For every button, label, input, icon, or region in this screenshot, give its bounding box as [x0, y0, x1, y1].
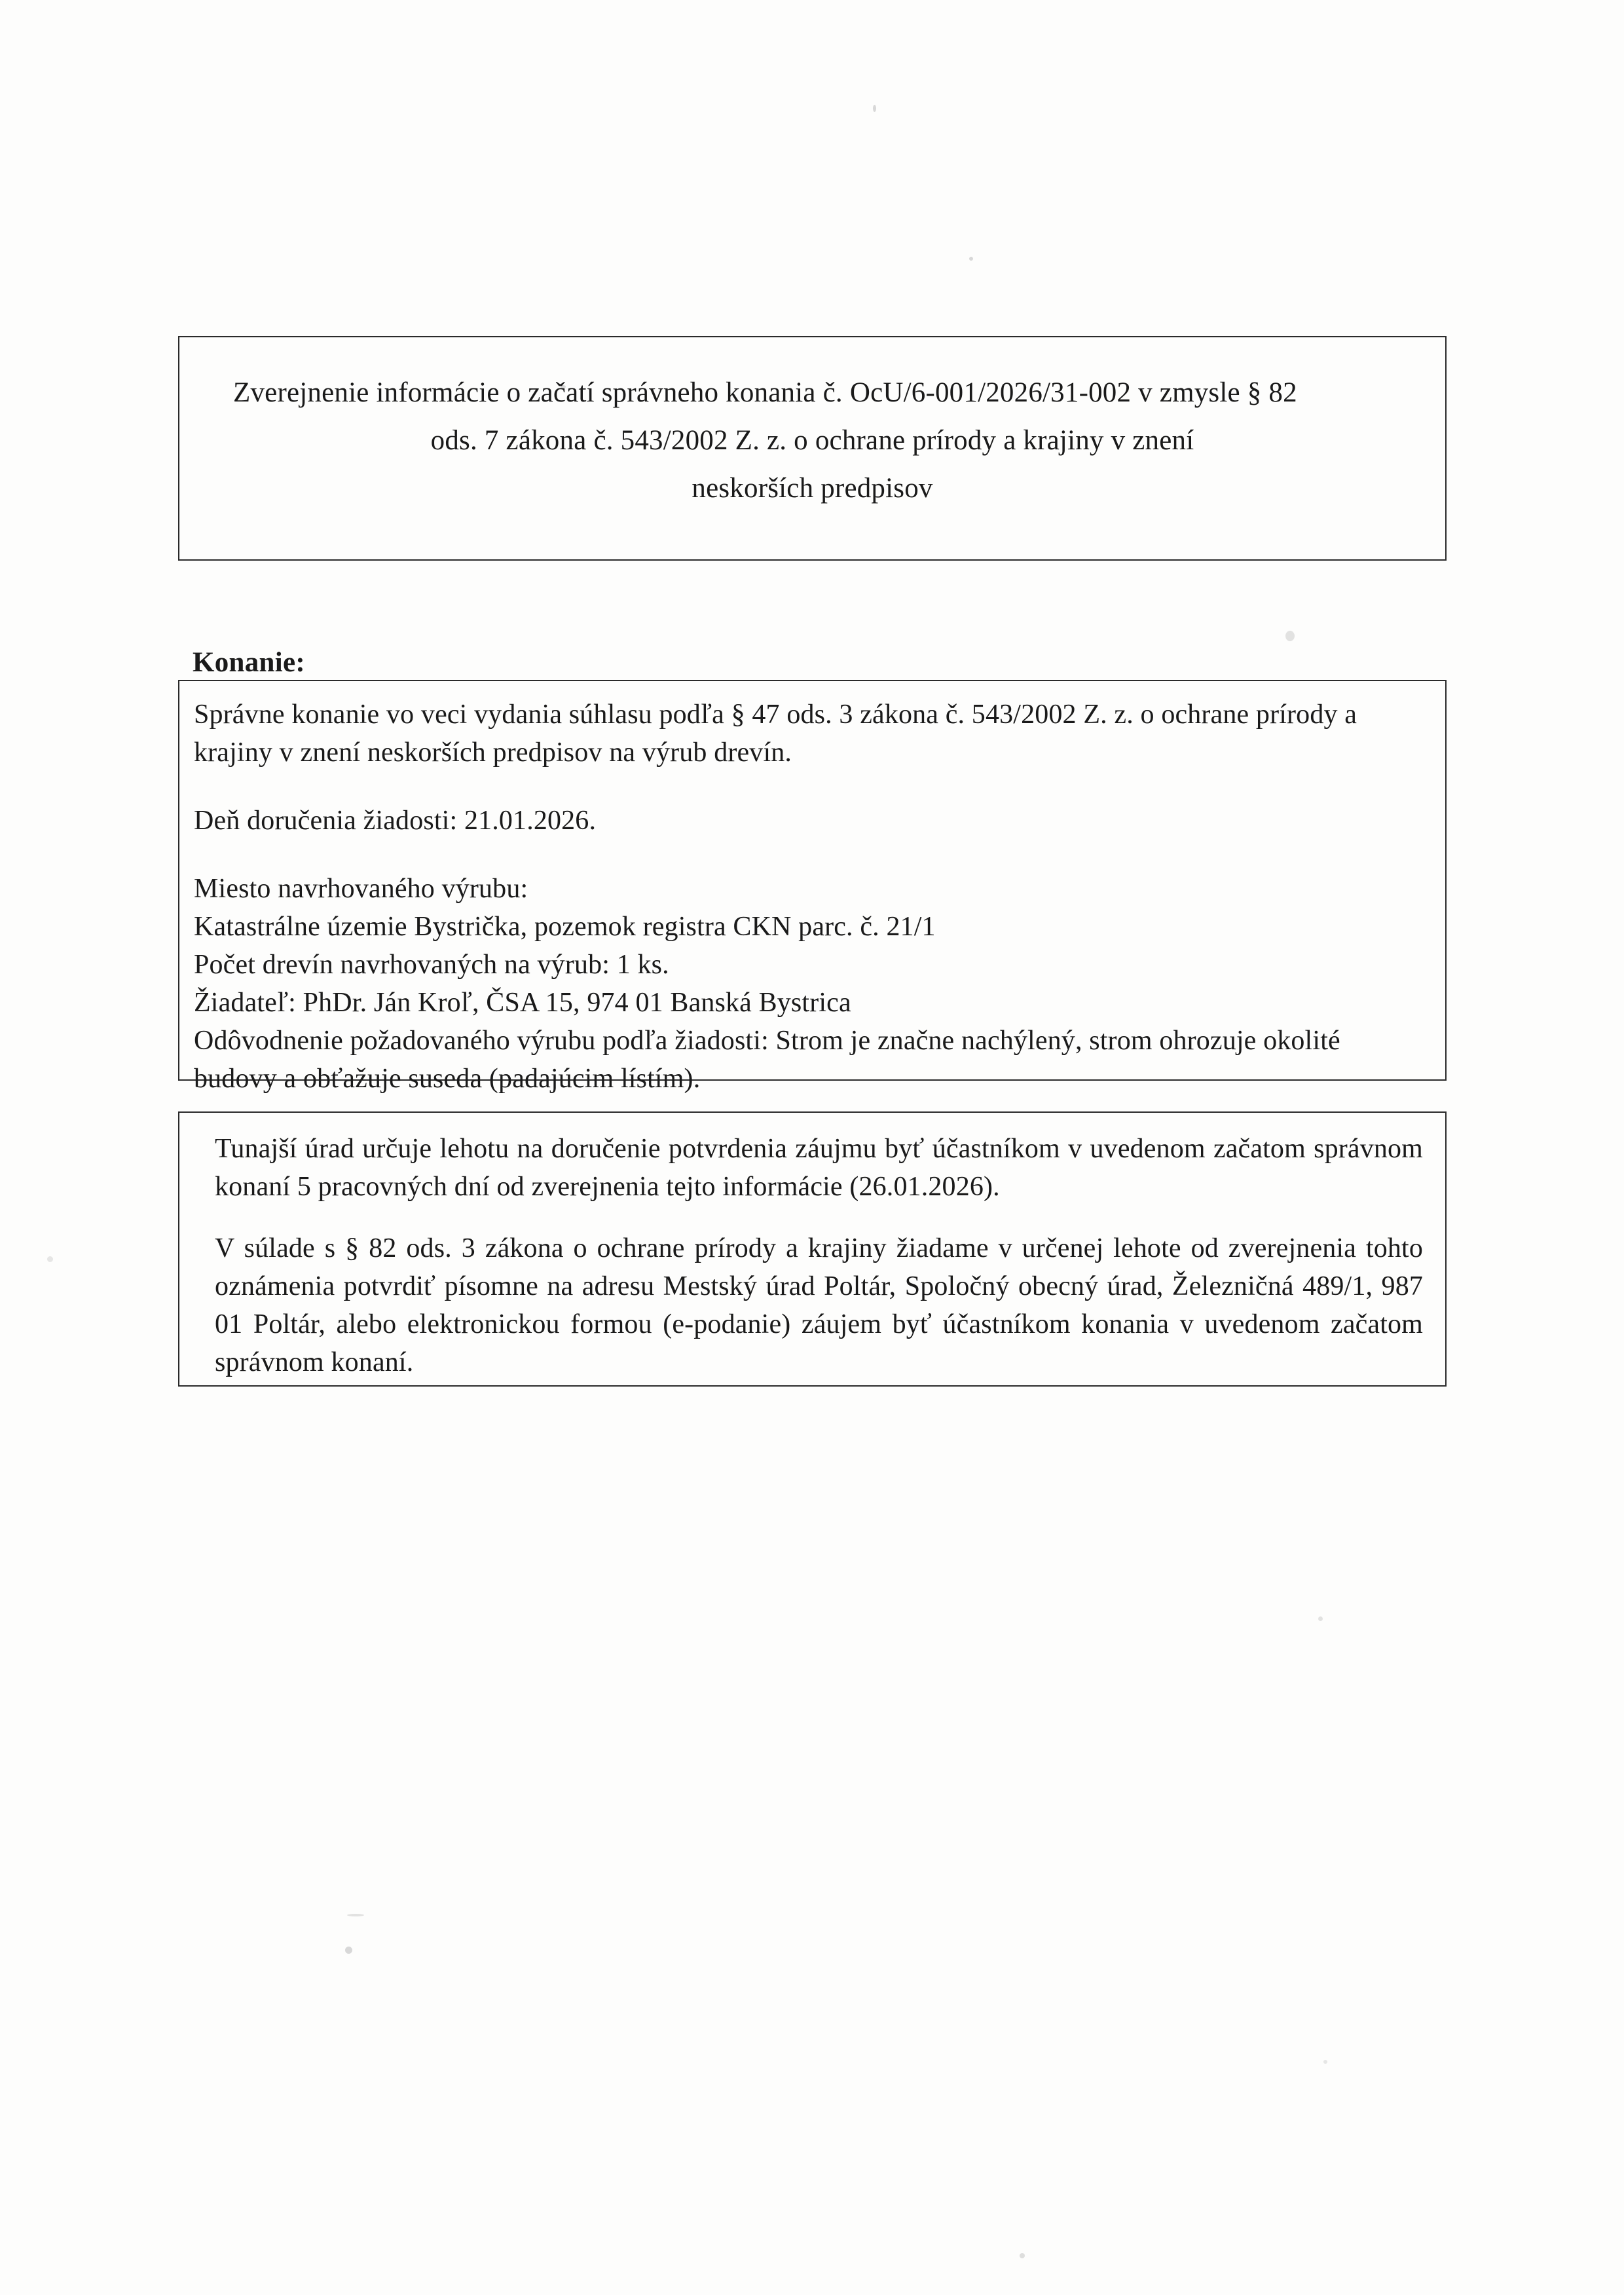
scan-speck	[1285, 631, 1295, 641]
title-box	[178, 336, 1447, 561]
scan-speck	[347, 1914, 364, 1916]
tree-count: Počet drevín navrhovaných na výrub: 1 ks.	[194, 950, 669, 980]
title-line-3: neskorších predpisov	[692, 473, 933, 504]
deadline-paragraph: Tunajší úrad určuje lehotu na doručenie potvrdenia záujmu byť účastníkom v uvedenom začatom správnom konaní 5 pracovných dní od zverejnenia tejto informácie (26.01.2026).	[215, 1134, 1423, 1202]
scan-speck	[1318, 1616, 1323, 1621]
scan-speck	[345, 1947, 352, 1954]
application-delivery-date: Deň doručenia žiadosti: 21.01.2026.	[194, 806, 597, 836]
scan-speck	[969, 257, 973, 261]
deadline-notice-box	[178, 1111, 1447, 1387]
justification-paragraph: Odôvodnenie požadovaného výrubu podľa žiadosti: Strom je značne nachýlený, strom ohrozuje okolité budovy a obťažuje suseda (padajúcim lístím).	[194, 1026, 1340, 1094]
applicant-name-address: Žiadateľ: PhDr. Ján Kroľ, ČSA 15, 974 01 Banská Bystrica	[194, 988, 851, 1018]
scan-speck	[1323, 2060, 1327, 2064]
participation-request-paragraph: V súlade s § 82 ods. 3 zákona o ochrane prírody a krajiny žiadame v určenej lehote od zverejnenia tohto oznámenia potvrdiť písomne na adresu Mestský úrad Poltár, Spoločný obecný úrad, Železničná 489/1, 987 01 Poltár, alebo elektronickou formou (e-podanie) záujem byť účastníkom konania v uvedenom začatom správnom konaní.	[215, 1233, 1423, 1377]
title-line-1: Zverejnenie informácie o začatí správneho konania č. OcU/6-001/2026/31-002 v zmysle § 82	[233, 377, 1297, 408]
section-heading-konanie: Konanie:	[193, 647, 306, 678]
scan-speck	[1020, 2253, 1025, 2258]
cadastral-area-parcel: Katastrálne územie Bystrička, pozemok registra CKN parc. č. 21/1	[194, 912, 936, 942]
felling-location-label: Miesto navrhovaného výrubu:	[194, 874, 528, 904]
proceeding-details-box	[178, 680, 1447, 1094]
scan-speck	[873, 105, 876, 112]
title-line-2: ods. 7 zákona č. 543/2002 Z. z. o ochrane prírody a krajiny v znení	[430, 425, 1194, 456]
scan-speck	[47, 1256, 53, 1262]
proceeding-subject-paragraph: Správne konanie vo veci vydania súhlasu podľa § 47 ods. 3 zákona č. 543/2002 Z. z. o ochrane prírody a krajiny v znení neskorších predpisov na výrub drevín.	[194, 700, 1357, 768]
